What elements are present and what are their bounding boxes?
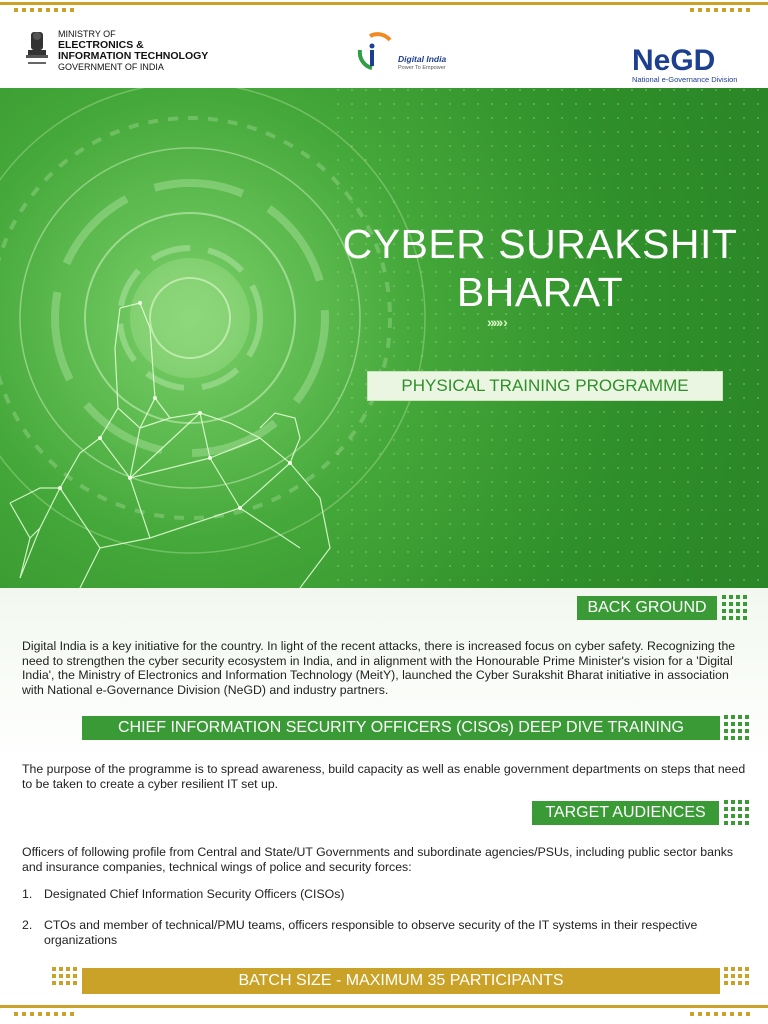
top-border [0,2,768,5]
ministry-line2: ELECTRONICS & [58,39,144,51]
negd-logo-text: NeGD [632,44,716,74]
list-item [22,918,754,947]
background-label: BACK GROUND [577,596,717,620]
chevrons-icon: »»› › [487,314,506,330]
ministry-line3: INFORMATION TECHNOLOGY [58,50,209,62]
list-item-text: CTOs and member of technical/PMU teams, officers responsible to observe security of the IT systems in their respective organizations [44,918,698,947]
ciso-text: The purpose of the programme is to spread awareness, build capacity as well as enable government departments on steps that need to be taken to create a cyber resilient IT set up. [22,762,746,791]
ministry-line4: GOVERNMENT OF INDIA [58,62,164,72]
background-text: Digital India is a key initiative for the country. In light of the recent attacks, there is increased focus on cyber safety. Recognizing the need to strengthen the cyber security ecosystem in India, and in alignment with the Honourable Prime Minister's vision for a 'Digital India', the Ministry of Electronics and Information Technology (MeitY), launched the Cyber Surakshit Bharat initiative in association with National e-Governance Division (NeGD) and industry partners. [22,639,736,697]
hero-title-line2: BHARAT [456,269,624,315]
batch-grid-dots-left-icon [52,967,77,985]
target-grid-dots-icon [724,800,749,825]
target-label: TARGET AUDIENCES [532,801,719,825]
ministry-text [58,29,208,73]
ciso-label: CHIEF INFORMATION SECURITY OFFICERS (CISOs) DEEP DIVE TRAINING [82,716,720,740]
header [0,12,768,82]
hero-title [330,220,750,316]
digital-india-tagline: Power To Empower [398,65,446,71]
ministry-line1: MINISTRY OF [58,29,116,39]
batch-size-banner: BATCH SIZE - MAXIMUM 35 PARTICIPANTS [82,968,720,994]
bottom-border [0,1005,768,1008]
hero-banner [0,88,768,588]
negd-name: National e-Governance Division [632,75,738,84]
national-emblem-icon [22,28,52,72]
bottom-dots-left [14,1012,74,1016]
list-item [22,887,754,902]
list-item-number: 2. [22,918,33,932]
programme-title: PHYSICAL TRAINING PROGRAMME [367,371,723,401]
target-intro: Officers of following profile from Central and State/UT Governments and subordinate agencies/PSUs, including public sector banks and insurance companies, technical wings of police and security forces: [22,845,734,874]
background-grid-dots-icon [722,595,747,620]
hero-title-line1: CYBER SURAKSHIT [342,221,738,267]
negd-logo-icon [630,42,720,74]
wireframe-hand-icon [0,288,340,588]
bottom-dots-right [690,1012,750,1016]
digital-india-name: Digital India [398,54,447,64]
list-item-text: Designated Chief Information Security Officers (CISOs) [44,887,345,901]
ciso-grid-dots-icon [724,715,749,740]
list-item-number: 1. [22,887,33,901]
batch-grid-dots-right-icon [724,967,749,985]
